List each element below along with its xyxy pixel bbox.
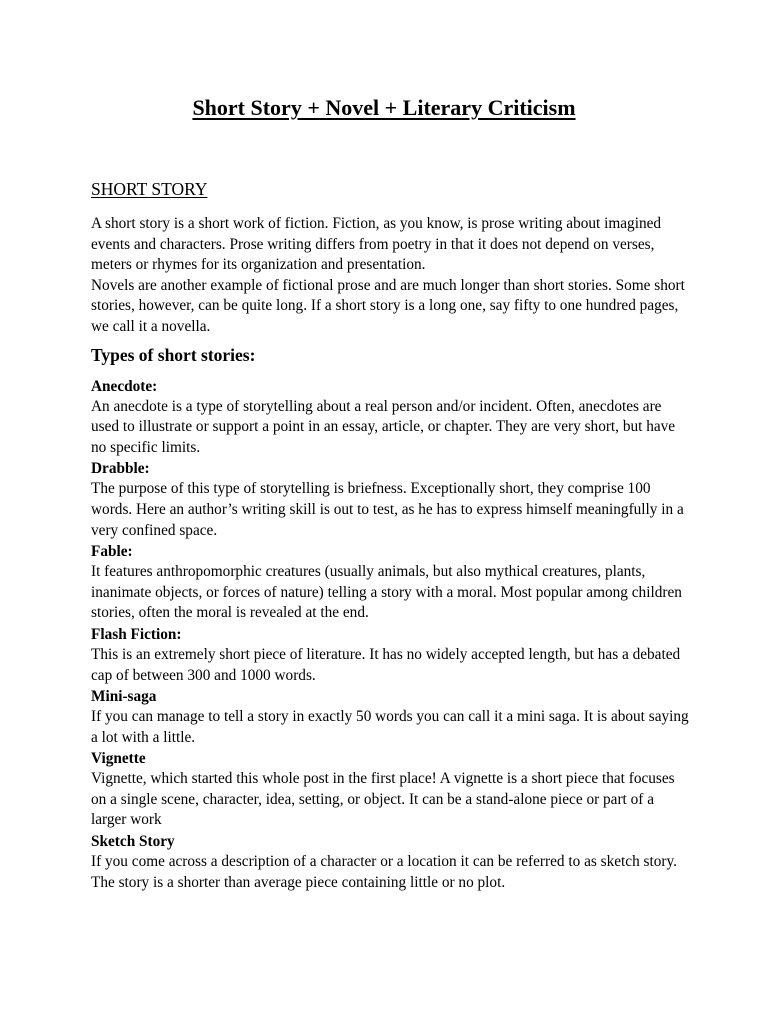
type-description: This is an extremely short piece of literature. It has no widely accepted length, but has a debated cap of between 300 and 1000 words.	[91, 645, 681, 684]
type-item-vignette	[91, 748, 691, 831]
document-body	[91, 177, 691, 893]
type-name: Drabble:	[91, 460, 150, 478]
type-name: Mini-saga	[91, 688, 157, 706]
type-description: An anecdote is a type of storytelling about a real person and/or incident. Often, anecdotes are used to illustrate or support a point in an essay, article, or chapter. They are very short, but have no specific limits.	[91, 397, 676, 456]
intro-paragraph-1: A short story is a short work of fiction. Fiction, as you know, is prose writing about imagined events and characters. Prose writing differs from poetry in that it does not depend on verses, meters or rhymes for its organization and presentation.	[91, 215, 662, 274]
type-name: Flash Fiction:	[91, 625, 182, 643]
document-title-text: Short Story + Novel + Literary Criticism	[192, 95, 576, 120]
type-item-sketch-story	[91, 831, 691, 893]
type-description: Vignette, which started this whole post in the first place! A vignette is a short piece that focuses on a single scene, character, idea, setting, or object. It can be a stand-alone piece or part of a larger work	[91, 770, 675, 829]
intro-paragraph-2: Novels are another example of fictional prose and are much longer than short stories. Some short stories, however, can be quite long. If a short story is a long one, say fifty to one hundred pages, we call it a novella.	[91, 276, 685, 335]
type-description: It features anthropomorphic creatures (usually animals, but also mythical creatures, plants, inanimate objects, or forces of nature) telling a story with a moral. Most popular among children stories, often the moral is revealed at the end.	[91, 563, 682, 622]
type-item-flash-fiction	[91, 624, 691, 686]
document-title	[0, 94, 768, 122]
type-item-drabble	[91, 458, 691, 541]
type-description: The purpose of this type of storytelling is briefness. Exceptionally short, they comprise 100 words. Here an author’s writing skill is out to test, as he has to express himself meaningfully in a very confined space.	[91, 480, 684, 539]
type-name: Fable:	[91, 543, 133, 561]
types-heading: Types of short stories:	[91, 344, 256, 365]
section-heading: SHORT STORY	[91, 179, 208, 199]
type-item-fable	[91, 541, 691, 624]
type-name: Anecdote:	[91, 377, 158, 395]
type-description: If you come across a description of a character or a location it can be referred to as sketch story. The story is a shorter than average piece containing little or no plot.	[91, 853, 677, 891]
type-item-anecdote	[91, 376, 691, 459]
type-name: Vignette	[91, 750, 146, 768]
type-item-mini-saga	[91, 686, 691, 748]
type-description: If you can manage to tell a story in exactly 50 words you can call it a mini saga. It is about saying a lot with a little.	[91, 708, 689, 746]
types-list	[91, 376, 691, 894]
type-name: Sketch Story	[91, 833, 175, 851]
